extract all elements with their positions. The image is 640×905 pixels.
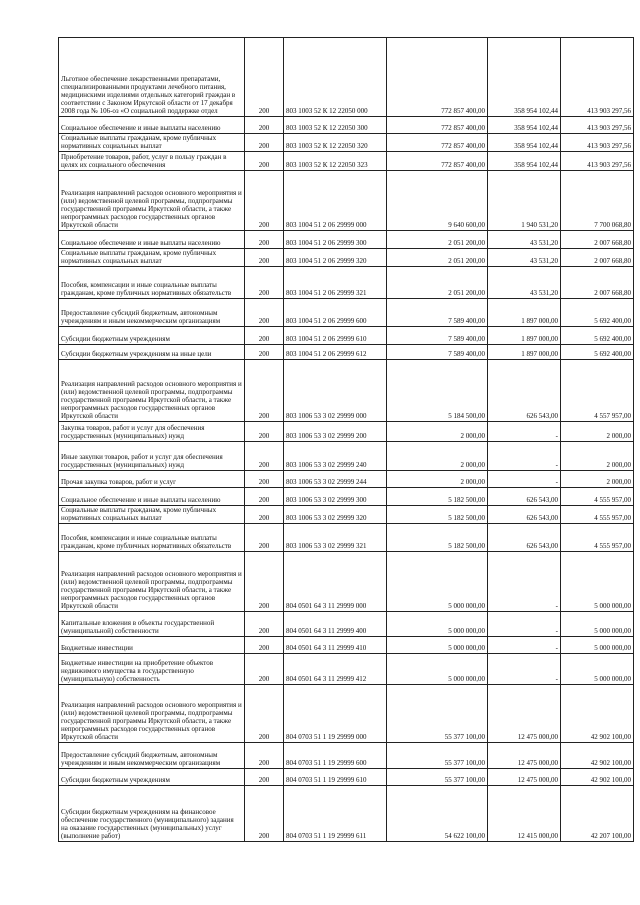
unexecuted-amount-cell: 2 000,00	[561, 471, 634, 488]
approved-amount-cell: 9 640 600,00	[387, 171, 488, 231]
executed-amount-cell: 12 475 000,00	[488, 769, 561, 786]
unexecuted-amount-cell: 4 557 957,00	[561, 360, 634, 422]
table-row	[59, 506, 634, 524]
line-code-cell: 200	[245, 299, 284, 327]
classification-code-cell: 803 1003 52 К 12 22050 300	[284, 117, 387, 134]
approved-amount-cell: 7 589 400,00	[387, 345, 488, 360]
executed-amount-cell: -	[488, 422, 561, 442]
table-row	[59, 743, 634, 769]
table-row	[59, 769, 634, 786]
classification-code-cell: 803 1006 53 3 02 29999 300	[284, 488, 387, 506]
executed-amount-cell: 43 531,20	[488, 249, 561, 267]
expense-name-cell: Приобретение товаров, работ, услуг в пользу граждан в целях их социального обеспечения	[59, 152, 245, 171]
approved-amount-cell: 772 857 400,00	[387, 152, 488, 171]
executed-amount-cell: -	[488, 637, 561, 654]
approved-amount-cell: 7 589 400,00	[387, 327, 488, 345]
expense-name-cell: Прочая закупка товаров, работ и услуг	[59, 471, 245, 488]
table-row	[59, 422, 634, 442]
classification-code-cell: 803 1006 53 3 02 29999 240	[284, 442, 387, 471]
approved-amount-cell: 55 377 100,00	[387, 769, 488, 786]
unexecuted-amount-cell: 5 000 000,00	[561, 637, 634, 654]
table-row	[59, 152, 634, 171]
approved-amount-cell: 5 000 000,00	[387, 552, 488, 612]
expense-name-cell: Льготное обеспечение лекарственными препаратами, специализированными продуктами лечебного питания, медицинскими изделиями отдельных категорий граждан в соответствии с Законом Иркутской области от 17 декабря 2008 года № 106-оз «О социальной поддержке отдел	[59, 38, 245, 117]
line-code-cell: 200	[245, 327, 284, 345]
line-code-cell: 200	[245, 471, 284, 488]
unexecuted-amount-cell: 5 692 400,00	[561, 299, 634, 327]
table-row	[59, 38, 634, 117]
approved-amount-cell: 772 857 400,00	[387, 38, 488, 117]
classification-code-cell: 803 1006 53 3 02 29999 244	[284, 471, 387, 488]
unexecuted-amount-cell: 413 903 297,56	[561, 152, 634, 171]
expense-name-cell: Социальные выплаты гражданам, кроме публичных нормативных социальных выплат	[59, 134, 245, 152]
unexecuted-amount-cell: 5 000 000,00	[561, 552, 634, 612]
unexecuted-amount-cell: 4 555 957,00	[561, 506, 634, 524]
approved-amount-cell: 5 000 000,00	[387, 654, 488, 685]
unexecuted-amount-cell: 5 692 400,00	[561, 345, 634, 360]
line-code-cell: 200	[245, 152, 284, 171]
executed-amount-cell: 1 940 531,20	[488, 171, 561, 231]
executed-amount-cell: 43 531,20	[488, 231, 561, 249]
table-row	[59, 327, 634, 345]
line-code-cell: 200	[245, 685, 284, 743]
line-code-cell: 200	[245, 442, 284, 471]
unexecuted-amount-cell: 42 207 100,00	[561, 786, 634, 842]
classification-code-cell: 804 0703 51 1 19 29999 000	[284, 685, 387, 743]
line-code-cell: 200	[245, 524, 284, 552]
table-row	[59, 249, 634, 267]
expense-name-cell: Закупка товаров, работ и услуг для обеспечения государственных (муниципальных) нужд	[59, 422, 245, 442]
table-row	[59, 552, 634, 612]
approved-amount-cell: 7 589 400,00	[387, 299, 488, 327]
line-code-cell: 200	[245, 171, 284, 231]
unexecuted-amount-cell: 5 692 400,00	[561, 327, 634, 345]
expense-name-cell: Пособия, компенсации и иные социальные выплаты гражданам, кроме публичных нормативных обязательств	[59, 267, 245, 299]
executed-amount-cell: -	[488, 471, 561, 488]
classification-code-cell: 803 1004 51 2 06 29999 300	[284, 231, 387, 249]
expense-name-cell: Социальное обеспечение и иные выплаты населению	[59, 231, 245, 249]
line-code-cell: 200	[245, 422, 284, 442]
classification-code-cell: 804 0703 51 1 19 29999 600	[284, 743, 387, 769]
classification-code-cell: 803 1003 52 К 12 22050 320	[284, 134, 387, 152]
table-row	[59, 685, 634, 743]
line-code-cell: 200	[245, 345, 284, 360]
table-row	[59, 654, 634, 685]
table-body	[59, 38, 634, 842]
expense-name-cell: Иные закупки товаров, работ и услуг для обеспечения государственных (муниципальных) нужд	[59, 442, 245, 471]
table-row	[59, 637, 634, 654]
executed-amount-cell: 358 954 102,44	[488, 134, 561, 152]
expense-name-cell: Реализация направлений расходов основного мероприятия и (или) ведомственной целевой программы, подпрограммы государственной программы Иркутской области, а также непрограммных расходов государственных органов Иркутской области	[59, 685, 245, 743]
line-code-cell: 200	[245, 38, 284, 117]
classification-code-cell: 804 0501 64 3 11 29999 412	[284, 654, 387, 685]
executed-amount-cell: -	[488, 654, 561, 685]
unexecuted-amount-cell: 42 902 100,00	[561, 743, 634, 769]
expense-name-cell: Субсидии бюджетным учреждениям	[59, 769, 245, 786]
executed-amount-cell: 626 543,00	[488, 524, 561, 552]
expense-name-cell: Реализация направлений расходов основного мероприятия и (или) ведомственной целевой программы, подпрограммы государственной программы Иркутской области, а также непрограммных расходов государственных органов Иркутской области	[59, 360, 245, 422]
approved-amount-cell: 5 182 500,00	[387, 506, 488, 524]
executed-amount-cell: 12 475 000,00	[488, 743, 561, 769]
executed-amount-cell: 43 531,20	[488, 267, 561, 299]
classification-code-cell: 803 1006 53 3 02 29999 200	[284, 422, 387, 442]
expense-name-cell: Реализация направлений расходов основного мероприятия и (или) ведомственной целевой программы, подпрограммы государственной программы Иркутской области, а также непрограммных расходов государственных органов Иркутской области	[59, 552, 245, 612]
line-code-cell: 200	[245, 134, 284, 152]
approved-amount-cell: 772 857 400,00	[387, 134, 488, 152]
approved-amount-cell: 55 377 100,00	[387, 743, 488, 769]
table-row	[59, 345, 634, 360]
line-code-cell: 200	[245, 488, 284, 506]
line-code-cell: 200	[245, 360, 284, 422]
classification-code-cell: 803 1004 51 2 06 29999 600	[284, 299, 387, 327]
classification-code-cell: 803 1003 52 К 12 22050 000	[284, 38, 387, 117]
approved-amount-cell: 5 000 000,00	[387, 612, 488, 637]
executed-amount-cell: 358 954 102,44	[488, 117, 561, 134]
classification-code-cell: 803 1004 51 2 06 29999 320	[284, 249, 387, 267]
table-row	[59, 488, 634, 506]
line-code-cell: 200	[245, 506, 284, 524]
table-row	[59, 524, 634, 552]
executed-amount-cell: 12 415 000,00	[488, 786, 561, 842]
table-row	[59, 171, 634, 231]
approved-amount-cell: 5 182 500,00	[387, 488, 488, 506]
unexecuted-amount-cell: 2 007 668,80	[561, 249, 634, 267]
table-row	[59, 471, 634, 488]
executed-amount-cell: 12 475 000,00	[488, 685, 561, 743]
unexecuted-amount-cell: 2 007 668,80	[561, 231, 634, 249]
classification-code-cell: 804 0703 51 1 19 29999 610	[284, 769, 387, 786]
approved-amount-cell: 55 377 100,00	[387, 685, 488, 743]
line-code-cell: 200	[245, 612, 284, 637]
classification-code-cell: 803 1006 53 3 02 29999 320	[284, 506, 387, 524]
table-row	[59, 360, 634, 422]
unexecuted-amount-cell: 2 000,00	[561, 442, 634, 471]
approved-amount-cell: 5 000 000,00	[387, 637, 488, 654]
expense-name-cell: Капитальные вложения в объекты государственной (муниципальной) собственности	[59, 612, 245, 637]
unexecuted-amount-cell: 5 000 000,00	[561, 612, 634, 637]
approved-amount-cell: 2 051 200,00	[387, 231, 488, 249]
table-row	[59, 299, 634, 327]
expense-name-cell: Реализация направлений расходов основного мероприятия и (или) ведомственной целевой программы, подпрограммы государственной программы Иркутской области, а также непрограммных расходов государственных органов Иркутской области	[59, 171, 245, 231]
executed-amount-cell: 358 954 102,44	[488, 152, 561, 171]
classification-code-cell: 804 0501 64 3 11 29999 400	[284, 612, 387, 637]
executed-amount-cell: 626 543,00	[488, 506, 561, 524]
expense-name-cell: Пособия, компенсации и иные социальные выплаты гражданам, кроме публичных нормативных обязательств	[59, 524, 245, 552]
line-code-cell: 200	[245, 769, 284, 786]
unexecuted-amount-cell: 2 000,00	[561, 422, 634, 442]
approved-amount-cell: 2 000,00	[387, 442, 488, 471]
budget-execution-table	[58, 37, 634, 842]
approved-amount-cell: 2 000,00	[387, 422, 488, 442]
table-row	[59, 117, 634, 134]
executed-amount-cell: 358 954 102,44	[488, 38, 561, 117]
expense-name-cell: Субсидии бюджетным учреждениям на финансовое обеспечение государственного (муниципального) задания на оказание государственных (муниципальных) услуг (выполнение работ)	[59, 786, 245, 842]
expense-name-cell: Социальные выплаты гражданам, кроме публичных нормативных социальных выплат	[59, 506, 245, 524]
approved-amount-cell: 2 051 200,00	[387, 267, 488, 299]
approved-amount-cell: 54 622 100,00	[387, 786, 488, 842]
classification-code-cell: 803 1004 51 2 06 29999 321	[284, 267, 387, 299]
classification-code-cell: 803 1006 53 3 02 29999 321	[284, 524, 387, 552]
expense-name-cell: Субсидии бюджетным учреждениям	[59, 327, 245, 345]
classification-code-cell: 804 0703 51 1 19 29999 611	[284, 786, 387, 842]
executed-amount-cell: 1 897 000,00	[488, 327, 561, 345]
table-row	[59, 786, 634, 842]
line-code-cell: 200	[245, 654, 284, 685]
executed-amount-cell: 626 543,00	[488, 488, 561, 506]
unexecuted-amount-cell: 42 902 100,00	[561, 685, 634, 743]
expense-name-cell: Бюджетные инвестиции на приобретение объектов недвижимого имущества в государственную (муниципальную) собственность	[59, 654, 245, 685]
classification-code-cell: 803 1006 53 3 02 29999 000	[284, 360, 387, 422]
executed-amount-cell: -	[488, 442, 561, 471]
unexecuted-amount-cell: 413 903 297,56	[561, 117, 634, 134]
expense-name-cell: Субсидии бюджетным учреждениям на иные цели	[59, 345, 245, 360]
line-code-cell: 200	[245, 267, 284, 299]
line-code-cell: 200	[245, 249, 284, 267]
expense-name-cell: Бюджетные инвестиции	[59, 637, 245, 654]
table-row	[59, 231, 634, 249]
unexecuted-amount-cell: 413 903 297,56	[561, 134, 634, 152]
classification-code-cell: 804 0501 64 3 11 29999 000	[284, 552, 387, 612]
unexecuted-amount-cell: 4 555 957,00	[561, 524, 634, 552]
unexecuted-amount-cell: 413 903 297,56	[561, 38, 634, 117]
line-code-cell: 200	[245, 552, 284, 612]
expense-name-cell: Предоставление субсидий бюджетным, автономным учреждениям и иным некоммерческим организациям	[59, 299, 245, 327]
expense-name-cell: Предоставление субсидий бюджетным, автономным учреждениям и иным некоммерческим организациям	[59, 743, 245, 769]
executed-amount-cell: -	[488, 612, 561, 637]
approved-amount-cell: 5 182 500,00	[387, 524, 488, 552]
executed-amount-cell: 626 543,00	[488, 360, 561, 422]
expense-name-cell: Социальные выплаты гражданам, кроме публичных нормативных социальных выплат	[59, 249, 245, 267]
expense-name-cell: Социальное обеспечение и иные выплаты населению	[59, 117, 245, 134]
classification-code-cell: 804 0501 64 3 11 29999 410	[284, 637, 387, 654]
executed-amount-cell: 1 897 000,00	[488, 299, 561, 327]
approved-amount-cell: 2 000,00	[387, 471, 488, 488]
classification-code-cell: 803 1004 51 2 06 29999 612	[284, 345, 387, 360]
unexecuted-amount-cell: 2 007 668,80	[561, 267, 634, 299]
table-row	[59, 612, 634, 637]
approved-amount-cell: 2 051 200,00	[387, 249, 488, 267]
table-row	[59, 442, 634, 471]
unexecuted-amount-cell: 42 902 100,00	[561, 769, 634, 786]
unexecuted-amount-cell: 4 555 957,00	[561, 488, 634, 506]
line-code-cell: 200	[245, 231, 284, 249]
classification-code-cell: 803 1004 51 2 06 29999 000	[284, 171, 387, 231]
line-code-cell: 200	[245, 637, 284, 654]
approved-amount-cell: 772 857 400,00	[387, 117, 488, 134]
approved-amount-cell: 5 184 500,00	[387, 360, 488, 422]
line-code-cell: 200	[245, 743, 284, 769]
executed-amount-cell: 1 897 000,00	[488, 345, 561, 360]
classification-code-cell: 803 1003 52 К 12 22050 323	[284, 152, 387, 171]
unexecuted-amount-cell: 7 700 068,80	[561, 171, 634, 231]
line-code-cell: 200	[245, 117, 284, 134]
table-row	[59, 267, 634, 299]
table-row	[59, 134, 634, 152]
expense-name-cell: Социальное обеспечение и иные выплаты населению	[59, 488, 245, 506]
line-code-cell: 200	[245, 786, 284, 842]
unexecuted-amount-cell: 5 000 000,00	[561, 654, 634, 685]
classification-code-cell: 803 1004 51 2 06 29999 610	[284, 327, 387, 345]
executed-amount-cell: -	[488, 552, 561, 612]
